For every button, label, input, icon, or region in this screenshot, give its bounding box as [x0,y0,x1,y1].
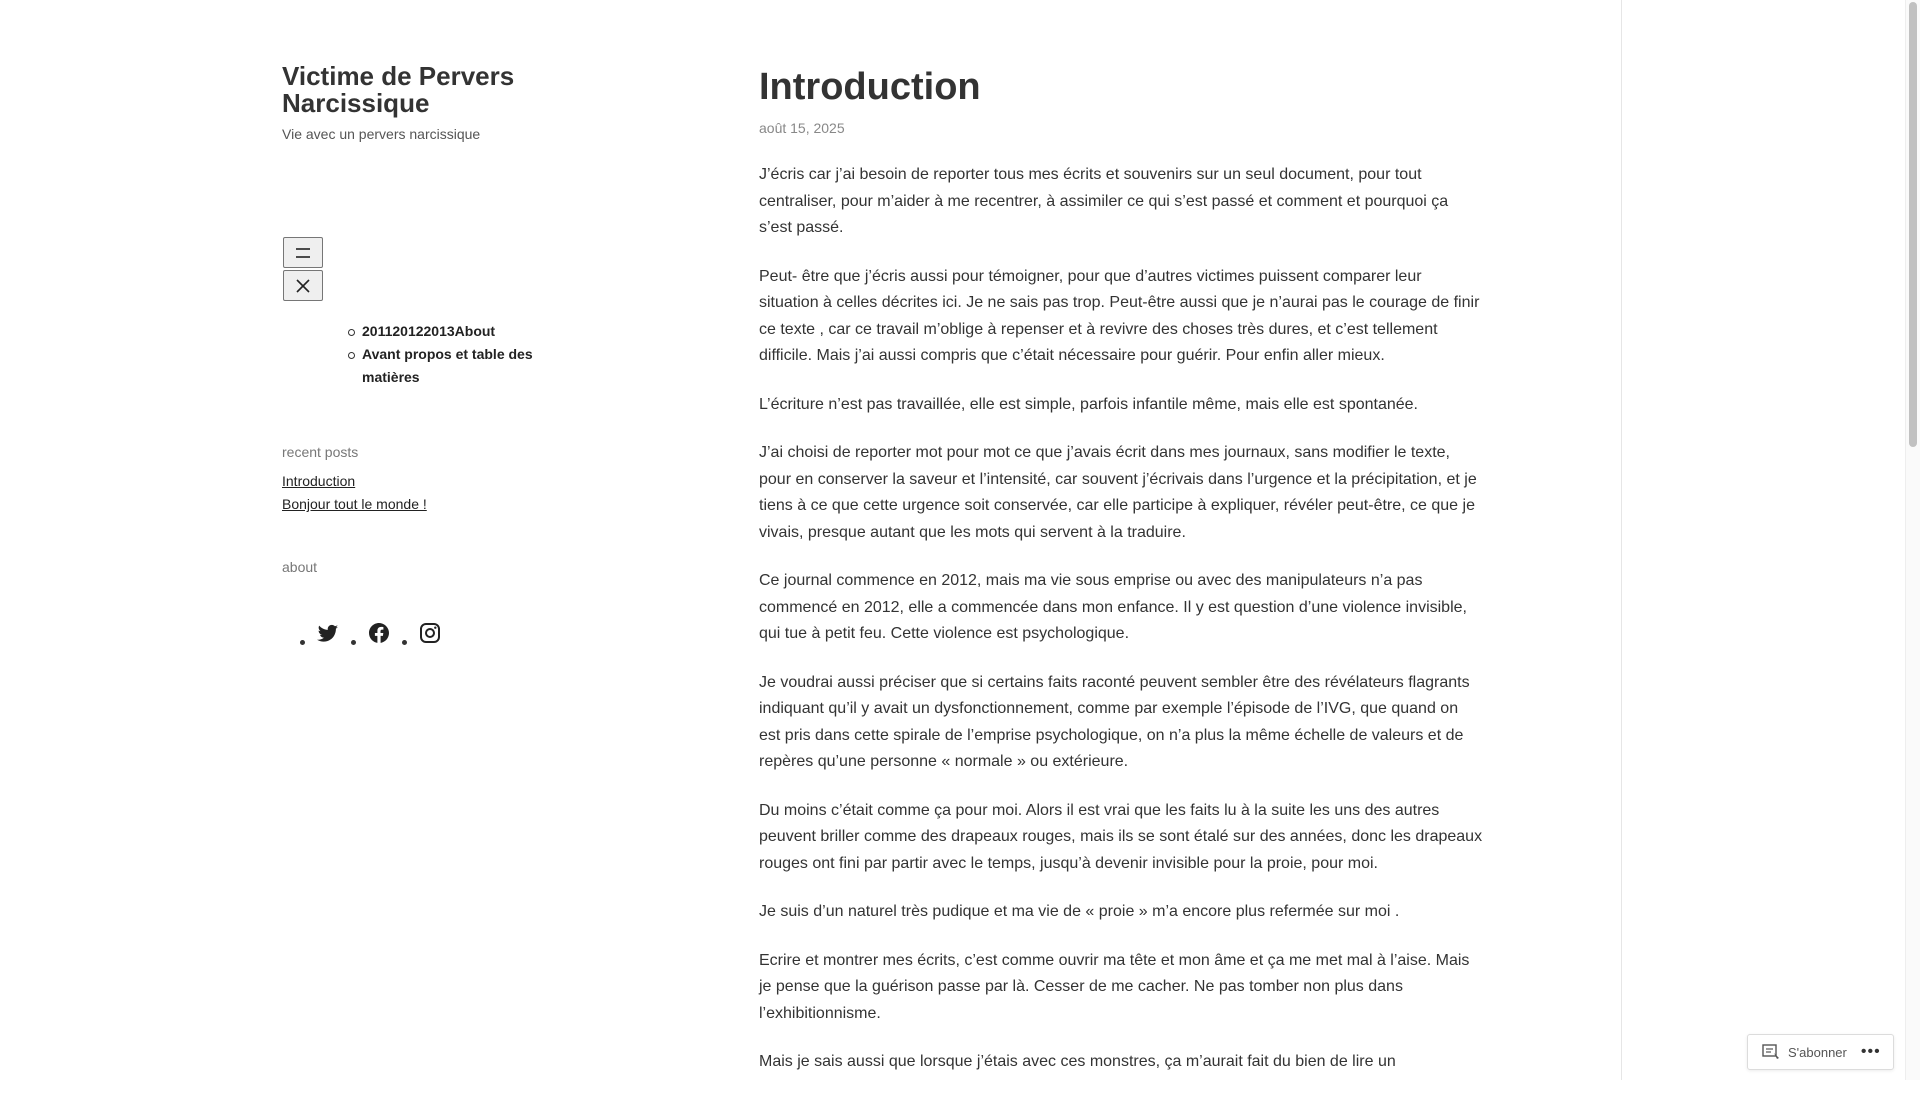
facebook-icon[interactable] [367,621,391,645]
list-bullet [351,640,356,645]
primary-menu [362,320,562,389]
subscribe-button[interactable]: S'abonner [1788,1044,1847,1060]
post-paragraph: Ce journal commence en 2012, mais ma vie sous emprise ou avec des manipulateurs n’a pas commencé en 2012, elle a commencée dans mon enfance. Il y est question d’une violence invisible, qui tue à petit feu. Cette violence est psychologique. [759,572,1467,642]
twitter-icon[interactable] [316,621,340,645]
instagram-icon[interactable] [418,621,442,645]
recent-posts-title: recent posts [282,444,359,460]
menu-close-button[interactable] [283,270,323,301]
post-paragraph: Mais je sais aussi que lorsque j’étais avec ces monstres, ça m’aurait fait du bien de lire un [759,1053,1396,1070]
list-bullet [300,640,305,645]
scrollbar[interactable] [1905,0,1920,1080]
menu-item-avant-propos[interactable] [362,343,562,389]
recent-post-link[interactable]: Bonjour tout le monde ! [282,496,427,512]
menu-icon [294,246,312,260]
post-date[interactable]: août 15, 2025 [759,120,845,136]
recent-posts-list [282,470,427,516]
post-paragraph: J’ai choisi de reporter mot pour mot ce que j’avais écrit dans mes journaux, sans modifier le texte, pour en conserver la saveur et l’intensité, car souvent j’écrivais dans l’urgence et la précipitation, et je tiens à ce que cette urgence soit conservée, car elle participe à expliquer, révéler peut-être, ce que je vivais, presque autant que les mots qui servent à la traduire. [759,444,1477,541]
post-paragraph: Je voudrai aussi préciser que si certains faits raconté peuvent sembler être des révélateurs flagrants indiquant qu’il y avait un dysfonctionnement, comme par exemple l’épisode de l’IVG, que quand on est pris dans cette spirale de l’emprise psychologique, on n’a plus la même échelle de valeurs et de repères qu’une personne « normale » ou extérieure. [759,673,1470,770]
main-content [617,0,1622,1080]
recent-post-link[interactable]: Introduction [282,473,356,489]
scrollbar-thumb[interactable] [1909,2,1917,447]
post-body [759,162,1483,1098]
menu-item-label: Avant propos et table des matières [362,346,533,385]
sidebar [0,0,618,1080]
site-description: Vie avec un pervers narcissique [282,126,481,142]
menu-toggle-button[interactable] [283,237,323,268]
post-paragraph: J’écris car j’ai besoin de reporter tous mes écrits et souvenirs sur un seul document, pour tout centraliser, pour m’aider à me recentrer, à assimiler ce qui s’est passé et comment et pourquoi ça s’est passé. [759,166,1449,236]
close-icon [295,278,311,294]
site-title[interactable]: Victime de Pervers Narcissique [282,61,515,118]
subscribe-bar [1747,1034,1894,1070]
more-icon[interactable]: ••• [1860,1043,1881,1060]
reader-icon[interactable] [1762,1044,1780,1060]
menu-item-label: 20112012201‌3About [362,323,496,339]
post-title: Introduction [759,66,981,108]
menu-item-years-about[interactable] [362,320,562,343]
social-links [300,620,453,645]
post-paragraph: Peut- être que j’écris aussi pour témoigner, pour que d’autres victimes puissent comparer leur situation à celles décrites ici. Je ne sais pas trop. Peut-être aussi que je n’aurai pas le courage de finir ce texte , car ce travail m’oblige à repenser et à revivre des choses très dures, et c’est tellement difficile. Mais j’ai aussi compris que c’était nécessaire pour guérir. Pour enfin aller mieux. [759,267,1480,364]
about-title: about [282,559,318,575]
post-paragraph: Du moins c’était comme ça pour moi. Alors il est vrai que les faits lu à la suite les uns des autres peuvent briller comme des drapeaux rouges, mais ils se sont étalé sur des années, donc les drapeaux rouges ont fini par partir avec le temps, jusqu’à devenir invisible pour la proie, pour moi. [759,801,1483,872]
list-bullet [402,640,407,645]
post-paragraph: Je suis d’un naturel très pudique et ma vie de « proie » m’a encore plus refermée sur moi . [759,903,1400,920]
post-paragraph: Ecrire et montrer mes écrits, c’est comme ouvrir ma tête et mon âme et ça me met mal à l’aise. Mais je pense que la guérison passe par là. Cesser de me cacher. Ne pas tomber non plus dans l’exhibitionnisme. [759,951,1470,1022]
post-paragraph: L’écriture n’est pas travaillée, elle est simple, parfois infantile même, mais elle est spontanée. [759,395,1418,413]
